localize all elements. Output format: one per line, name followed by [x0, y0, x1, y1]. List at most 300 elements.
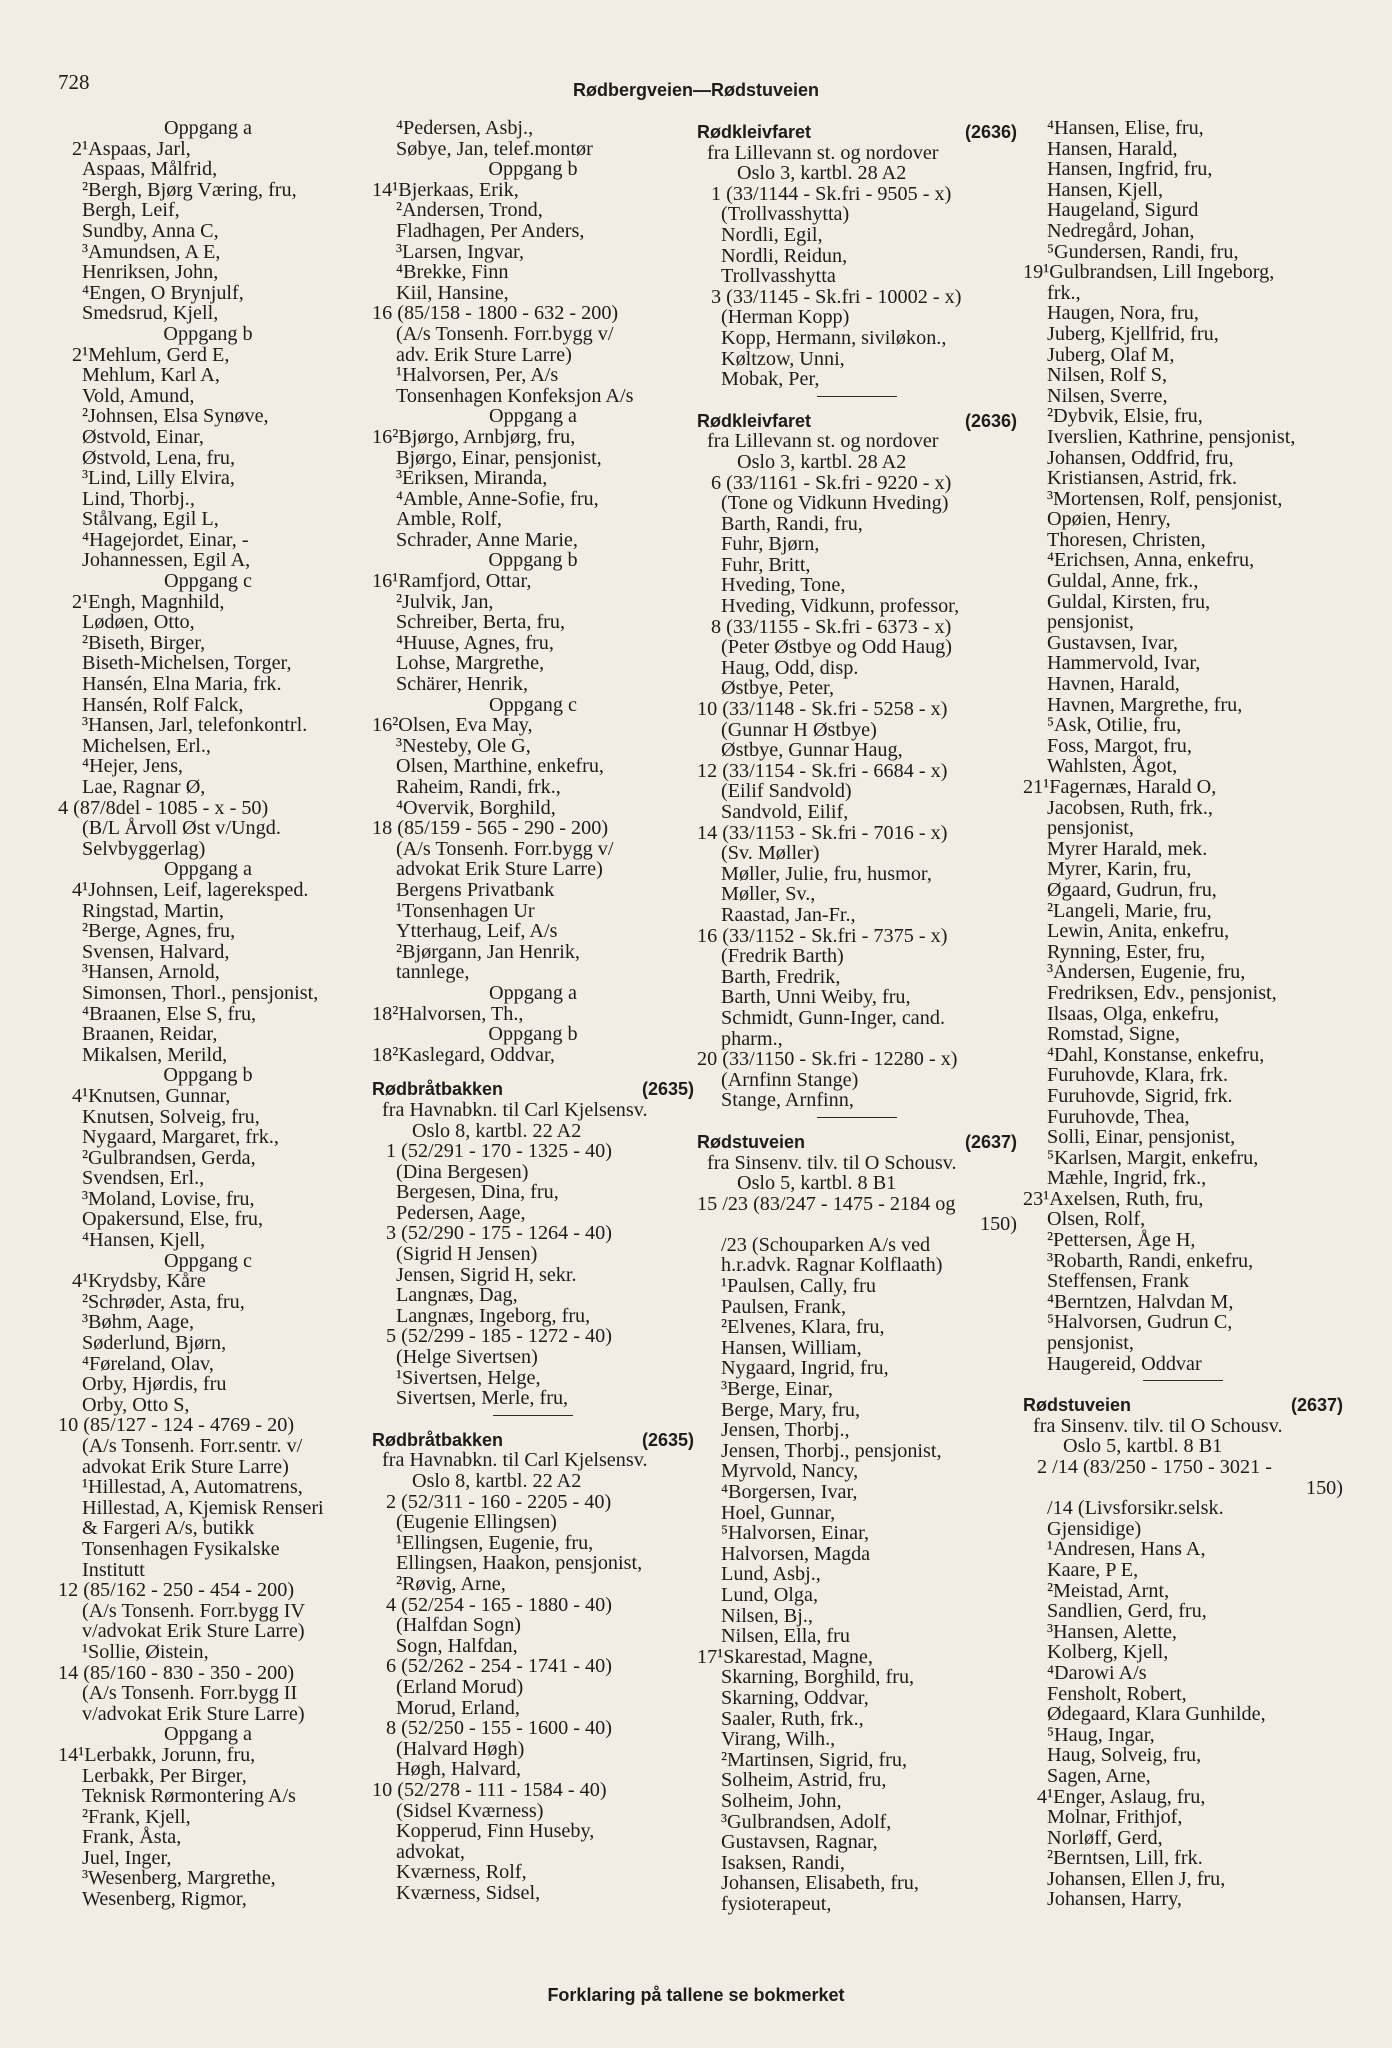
resident-entry: Opøien, Henry, — [1047, 508, 1171, 531]
resident-entry: Trollvasshytta — [721, 265, 836, 288]
resident-entry: Hammervold, Ivar, — [1047, 652, 1201, 675]
resident-entry: ²Johnsen, Elsa Synøve, — [82, 405, 269, 428]
resident-entry: Raheim, Randi, frk., — [396, 776, 561, 798]
resident-entry: Berge, Mary, fru, — [721, 1398, 861, 1421]
resident-entry: Myrer, Karin, fru, — [1047, 858, 1192, 881]
street-code: (2637) — [964, 1131, 1017, 1152]
resident-entry: Langnæs, Ingeborg, fru, — [396, 1304, 591, 1327]
resident-entry: ⁵Halvorsen, Einar, — [721, 1522, 870, 1545]
resident-entry: Sandlien, Gerd, fru, — [1047, 1600, 1207, 1623]
resident-entry: Wahlsten, Ågot, — [1047, 755, 1178, 778]
resident-entry: ³Wesenberg, Margrethe, — [82, 1867, 276, 1890]
entrance-label: Oppgang a — [163, 858, 252, 881]
street-description: fra Lillevann st. og nordover — [707, 141, 939, 164]
entrance-label: Oppgang c — [163, 1249, 252, 1272]
resident-entry: Hveding, Tone, — [721, 574, 846, 597]
resident-entry: Østbye, Gunnar Haug, — [721, 739, 903, 762]
resident-entry: ³Moland, Lovise, fru, — [82, 1187, 255, 1210]
resident-entry: 150) — [1305, 1476, 1343, 1499]
resident-entry: ⁴Pedersen, Asbj., — [396, 117, 534, 139]
address-entry: 2 /14 (83/250 - 1750 - 3021 - — [1037, 1456, 1272, 1478]
resident-entry: Jacobsen, Ruth, frk., — [1047, 796, 1213, 819]
resident-entry: Mobak, Per, — [721, 368, 820, 391]
resident-entry: (A/s Tonsenh. Forr.sentr. v/ — [82, 1435, 303, 1457]
resident-entry: Morud, Erland, — [396, 1696, 520, 1719]
resident-entry: ¹Andresen, Hans A, — [1047, 1538, 1206, 1561]
resident-entry: ³Amundsen, A E, — [82, 240, 221, 263]
resident-entry: Nordli, Reidun, — [721, 244, 848, 267]
resident-entry: Svendsen, Erl., — [82, 1167, 205, 1190]
resident-entry: Myrer Harald, mek. — [1047, 837, 1208, 860]
resident-entry: Norløff, Gerd, — [1047, 1826, 1163, 1849]
entrance-label: Oppgang b — [163, 1064, 253, 1087]
resident-entry: Hoel, Gunnar, — [721, 1501, 836, 1524]
section-divider — [817, 1117, 897, 1118]
resident-entry: 150) — [979, 1213, 1017, 1236]
resident-entry: Jensen, Thorbj., pensjonist, — [721, 1439, 942, 1462]
resident-entry: pensjonist, — [1047, 1332, 1134, 1355]
resident-entry: ⁴Erichsen, Anna, enkefru, — [1047, 549, 1255, 572]
address-entry: 4 (52/254 - 165 - 1880 - 40) — [386, 1593, 612, 1616]
resident-entry: Kværness, Sidsel, — [396, 1881, 541, 1904]
resident-entry: v/advokat Erik Sture Larre) — [82, 1620, 305, 1643]
address-entry: 4¹Krydsby, Kåre — [72, 1270, 206, 1293]
resident-entry: Gustavsen, Ragnar, — [721, 1831, 878, 1854]
resident-entry: ³Nesteby, Ole G, — [396, 734, 531, 757]
entrance-label: Oppgang b — [488, 549, 578, 572]
resident-entry: Bergens Privatbank — [396, 878, 555, 901]
street-description: fra Havnabkn. til Carl Kjelsensv. — [382, 1449, 648, 1472]
resident-entry: Opakersund, Else, fru, — [82, 1208, 264, 1231]
resident-entry: Nilsen, Sverre, — [1047, 384, 1168, 407]
address-entry: 16²Olsen, Eva May, — [372, 714, 533, 737]
resident-entry: ²Dybvik, Elsie, fru, — [1047, 405, 1203, 428]
address-entry: 18²Halvorsen, Th., — [372, 1002, 524, 1025]
resident-entry: Raastad, Jan-Fr., — [721, 903, 856, 926]
resident-entry: ²Berntsen, Lill, frk. — [1047, 1847, 1203, 1870]
resident-entry: Henriksen, John, — [82, 261, 219, 284]
resident-entry: ¹Ellingsen, Eugenie, fru, — [396, 1531, 594, 1554]
resident-entry: Kopperud, Finn Huseby, — [396, 1820, 595, 1843]
resident-entry: ⁴Føreland, Olav, — [82, 1352, 214, 1375]
resident-entry: Biseth-Michelsen, Torger, — [82, 652, 292, 675]
resident-entry: Johansen, Oddfrid, fru, — [1047, 446, 1234, 469]
resident-entry: Myrvold, Nancy, — [721, 1460, 859, 1483]
street-name: Rødstuveien — [697, 1131, 806, 1152]
resident-entry: ⁴Braanen, Else S, fru, — [82, 1002, 257, 1025]
street-description: fra Havnabkn. til Carl Kjelsensv. — [382, 1098, 648, 1121]
resident-entry: ⁴Hansen, Elise, fru, — [1047, 117, 1204, 139]
resident-entry: Olsen, Rolf, — [1047, 1208, 1146, 1231]
street-code: (2635) — [641, 1429, 694, 1450]
address-entry: 17¹Skarestad, Magne, — [697, 1645, 873, 1668]
street-name: Rødbråtbakken — [372, 1429, 504, 1450]
street-heading — [697, 411, 1017, 432]
resident-entry: Nilsen, Rolf S, — [1047, 364, 1168, 387]
resident-entry: Halvorsen, Magda — [721, 1542, 871, 1565]
street-code: (2636) — [964, 410, 1017, 431]
resident-entry: Furuhovde, Thea, — [1047, 1105, 1190, 1128]
address-entry: 10 (85/127 - 124 - 4769 - 20) — [58, 1414, 295, 1437]
resident-entry: Nygaard, Margaret, frk., — [82, 1126, 279, 1149]
resident-entry: frk., — [1047, 281, 1081, 304]
resident-entry: ⁴Berntzen, Halvdan M, — [1047, 1290, 1234, 1313]
resident-entry: Lae, Ragnar Ø, — [82, 776, 206, 798]
resident-entry: Johannessen, Egil A, — [82, 549, 251, 572]
resident-entry: ²Pettersen, Åge H, — [1047, 1229, 1196, 1252]
resident-entry: Hansén, Elna Maria, frk. — [82, 673, 282, 696]
resident-entry: Haugeland, Sigurd — [1047, 199, 1199, 222]
resident-entry: Langnæs, Dag, — [396, 1284, 518, 1307]
resident-entry: Virang, Wilh., — [721, 1728, 836, 1751]
address-entry: 12 (85/162 - 250 - 454 - 200) — [58, 1579, 295, 1602]
resident-entry: Hansen, Ingfrid, fru, — [1047, 158, 1213, 181]
resident-entry: Schrader, Anne Marie, — [396, 528, 578, 551]
entrance-label: Oppgang a — [488, 405, 577, 428]
resident-entry: Skarning, Oddvar, — [721, 1686, 869, 1709]
resident-entry: Ødegaard, Klara Gunhilde, — [1047, 1703, 1266, 1726]
resident-entry: Furuhovde, Sigrid, frk. — [1047, 1084, 1233, 1107]
resident-entry: (Helge Sivertsen) — [396, 1346, 538, 1369]
resident-entry: Orby, Otto S, — [82, 1393, 190, 1416]
resident-entry: (Trollvasshytta) — [721, 203, 850, 226]
resident-entry: (Peter Østbye og Odd Haug) — [721, 636, 952, 659]
street-name: Rødbråtbakken — [372, 1079, 504, 1100]
resident-entry: (Gunnar H Østbye) — [721, 718, 877, 741]
resident-entry: Køltzow, Unni, — [721, 347, 845, 370]
resident-entry: Vold, Amund, — [82, 384, 195, 407]
resident-entry: Kværness, Rolf, — [396, 1861, 527, 1884]
resident-entry: pensjonist, — [1047, 611, 1134, 634]
resident-entry: Skarning, Borghild, fru, — [721, 1666, 915, 1689]
resident-entry: ²Frank, Kjell, — [82, 1805, 191, 1828]
resident-entry: Stålvang, Egil L, — [82, 508, 219, 531]
street-heading — [372, 1430, 694, 1451]
resident-entry: ⁴Engen, O Brynjulf, — [82, 281, 244, 304]
address-entry: 10 (52/278 - 111 - 1584 - 40) — [372, 1778, 607, 1801]
resident-entry: ³Hansen, Alette, — [1047, 1620, 1177, 1643]
resident-entry: ⁴Dahl, Konstanse, enkefru, — [1047, 1043, 1265, 1066]
address-entry: 6 (33/1161 - Sk.fri - 9220 - x) — [711, 471, 952, 494]
resident-entry: advokat, — [396, 1840, 465, 1863]
resident-entry: ⁴Hansen, Kjell, — [82, 1229, 206, 1252]
street-description: Oslo 5, kartbl. 8 B1 — [1063, 1435, 1223, 1458]
resident-entry: & Fargeri A/s, butikk — [82, 1517, 255, 1540]
street-heading — [1023, 1395, 1343, 1416]
address-entry: 16 (85/158 - 1800 - 632 - 200) — [372, 302, 619, 325]
resident-entry: Sundby, Anna C, — [82, 219, 219, 242]
resident-entry: ³Eriksen, Miranda, — [396, 467, 548, 490]
resident-entry: (Tone og Vidkunn Hveding) — [721, 492, 949, 515]
resident-entry: ³Mortensen, Rolf, pensjonist, — [1047, 487, 1283, 510]
resident-entry: Barth, Fredrik, — [721, 965, 841, 988]
resident-entry: Stange, Arnfinn, — [721, 1089, 854, 1112]
resident-entry: Barth, Unni Weiby, fru, — [721, 986, 911, 1009]
resident-entry: Bergh, Leif, — [82, 199, 180, 222]
resident-entry: Pedersen, Aage, — [396, 1201, 526, 1224]
street-code: (2637) — [1290, 1395, 1343, 1416]
resident-entry: (Eugenie Ellingsen) — [396, 1511, 557, 1534]
resident-entry: ⁵Karlsen, Margit, enkefru, — [1047, 1146, 1259, 1169]
resident-entry: ³Andersen, Eugenie, fru, — [1047, 961, 1246, 984]
resident-entry: Ytterhaug, Leif, A/s — [396, 920, 558, 943]
address-entry: 18²Kaslegard, Oddvar, — [372, 1043, 555, 1066]
resident-entry: Bergesen, Dina, fru, — [396, 1181, 559, 1204]
resident-entry: ²Gulbrandsen, Gerda, — [82, 1146, 256, 1169]
resident-entry: Øgaard, Gudrun, fru, — [1047, 878, 1217, 901]
resident-entry: ⁵Ask, Otilie, fru, — [1047, 714, 1182, 737]
resident-entry: Høgh, Halvard, — [396, 1758, 522, 1781]
address-entry: 21¹Fagernæs, Harald O, — [1023, 776, 1217, 798]
address-entry: 3 (52/290 - 175 - 1264 - 40) — [386, 1222, 612, 1245]
resident-entry: Juel, Inger, — [82, 1846, 172, 1869]
resident-entry: Saaler, Ruth, frk., — [721, 1707, 864, 1730]
street-heading — [697, 122, 1017, 143]
resident-entry: Lewin, Anita, enkefru, — [1047, 920, 1230, 943]
resident-entry: ²Meistad, Arnt, — [1047, 1579, 1170, 1602]
resident-entry: Ilsaas, Olga, enkefru, — [1047, 1002, 1220, 1025]
resident-entry: Kolberg, Kjell, — [1047, 1641, 1169, 1664]
resident-entry: ⁵Gundersen, Randi, fru, — [1047, 240, 1239, 263]
resident-entry: Gustavsen, Ivar, — [1047, 631, 1178, 654]
resident-entry: Isaksen, Randi, — [721, 1851, 845, 1874]
resident-entry: Solheim, Astrid, fru, — [721, 1769, 887, 1792]
resident-entry: Braanen, Reidar, — [82, 1023, 218, 1046]
resident-entry: Rynning, Ester, fru, — [1047, 940, 1206, 963]
resident-entry: Wesenberg, Rigmor, — [82, 1888, 247, 1911]
address-entry: 1 (33/1144 - Sk.fri - 9505 - x) — [711, 182, 952, 205]
address-entry: 14 (33/1153 - Sk.fri - 7016 - x) — [697, 821, 948, 844]
street-description: fra Sinsenv. tilv. til O Schousv. — [1033, 1414, 1283, 1437]
resident-entry: Nedregård, Johan, — [1047, 219, 1195, 242]
address-entry: 23¹Axelsen, Ruth, fru, — [1023, 1187, 1204, 1210]
resident-entry: Kristiansen, Astrid, frk. — [1047, 467, 1238, 490]
street-description: fra Sinsenv. tilv. til O Schousv. — [707, 1151, 957, 1174]
resident-entry: Smedsrud, Kjell, — [82, 302, 219, 325]
resident-entry: fysioterapeut, — [721, 1892, 832, 1915]
street-code: (2636) — [964, 122, 1017, 142]
resident-entry: ³Hansen, Arnold, — [82, 961, 220, 984]
resident-entry: Fredriksen, Edv., pensjonist, — [1047, 981, 1277, 1004]
resident-entry: Aspaas, Målfrid, — [82, 158, 218, 181]
section-divider — [493, 1415, 573, 1416]
address-entry: 18 (85/159 - 565 - 290 - 200) — [372, 817, 609, 840]
resident-entry: ⁴Overvik, Borghild, — [396, 796, 556, 819]
resident-entry: advokat Erik Sture Larre) — [82, 1455, 289, 1478]
street-heading — [372, 1079, 694, 1100]
entrance-label: Oppgang a — [488, 981, 577, 1004]
address-entry: 1 (52/291 - 170 - 1325 - 40) — [386, 1140, 612, 1163]
resident-entry: ⁵Haug, Ingar, — [1047, 1723, 1155, 1746]
resident-entry: Haugereid, Oddvar — [1047, 1352, 1202, 1375]
resident-entry: ⁴Hejer, Jens, — [82, 755, 183, 778]
resident-entry: Orby, Hjørdis, fru — [82, 1373, 227, 1396]
resident-entry: Hveding, Vidkunn, professor, — [721, 595, 960, 618]
resident-entry: Michelsen, Erl., — [82, 734, 211, 757]
resident-entry: Barth, Randi, fru, — [721, 512, 863, 535]
resident-entry: Fuhr, Britt, — [721, 553, 811, 576]
resident-entry: Havnen, Margrethe, fru, — [1047, 693, 1243, 716]
resident-entry: ³Gulbrandsen, Adolf, — [721, 1810, 892, 1833]
resident-entry: Schmidt, Gunn-Inger, cand. — [721, 1006, 946, 1029]
address-entry: 16¹Ramfjord, Ottar, — [372, 570, 532, 593]
resident-entry: Ellingsen, Haakon, pensjonist, — [396, 1552, 643, 1575]
street-description: Oslo 5, kartbl. 8 B1 — [737, 1172, 897, 1195]
address-entry: 16 (33/1152 - Sk.fri - 7375 - x) — [697, 924, 948, 947]
resident-entry: ³Robarth, Randi, enkefru, — [1047, 1249, 1254, 1272]
resident-entry: Hansen, Kjell, — [1047, 178, 1164, 201]
resident-entry: Selvbyggerlag) — [82, 837, 206, 860]
column-3 — [697, 118, 1017, 1914]
address-entry: 8 (52/250 - 155 - 1600 - 40) — [386, 1717, 612, 1740]
resident-entry: ³Berge, Einar, — [721, 1378, 833, 1401]
resident-entry: Juberg, Olaf M, — [1047, 343, 1175, 366]
street-description: Oslo 3, kartbl. 28 A2 — [737, 162, 907, 185]
entrance-label: Oppgang a — [163, 1723, 252, 1746]
address-entry: 5 (52/299 - 185 - 1272 - 40) — [386, 1325, 612, 1348]
resident-entry: Simonsen, Thorl., pensjonist, — [82, 981, 319, 1004]
resident-entry: Olsen, Marthine, enkefru, — [396, 755, 604, 778]
resident-entry: ⁴Brekke, Finn — [396, 261, 509, 284]
resident-entry: Solheim, John, — [721, 1789, 842, 1812]
address-entry: 20 (33/1150 - Sk.fri - 12280 - x) — [697, 1048, 958, 1071]
resident-entry: Østvold, Lena, fru, — [82, 446, 236, 469]
resident-entry: Lund, Olga, — [721, 1583, 818, 1606]
resident-entry: Haugen, Nora, fru, — [1047, 302, 1199, 325]
resident-entry: Ringstad, Martin, — [82, 899, 224, 922]
resident-entry: ²Røvig, Arne, — [396, 1572, 506, 1595]
resident-entry: Jensen, Thorbj., — [721, 1419, 850, 1442]
column-2 — [372, 118, 694, 1903]
resident-entry: adv. Erik Sture Larre) — [396, 343, 572, 366]
address-entry: 16²Bjørgo, Arnbjørg, fru, — [372, 425, 576, 448]
street-name: Rødkleivfaret — [697, 122, 812, 142]
resident-entry: Jensen, Sigrid H, sekr. — [396, 1263, 577, 1286]
resident-entry: Lund, Asbj., — [721, 1563, 821, 1586]
address-entry: 4¹Knutsen, Gunnar, — [72, 1084, 231, 1107]
resident-entry: Møller, Sv., — [721, 883, 816, 906]
resident-entry: Knutsen, Solveig, fru, — [82, 1105, 260, 1128]
resident-entry: (Erland Morud) — [396, 1675, 524, 1698]
resident-entry: ⁴Hagejordet, Einar, - — [82, 528, 249, 551]
address-entry: 4¹Johnsen, Leif, lagereksped. — [72, 878, 309, 901]
resident-entry: Molnar, Frithjof, — [1047, 1806, 1183, 1829]
entrance-label: Oppgang a — [163, 117, 252, 139]
resident-entry: Nilsen, Ella, fru — [721, 1625, 850, 1648]
address-entry: 10 (33/1148 - Sk.fri - 5258 - x) — [697, 698, 948, 721]
resident-entry: Havnen, Harald, — [1047, 673, 1180, 696]
resident-entry: ⁴Darowi A/s — [1047, 1661, 1147, 1684]
resident-entry: ²Bjørgann, Jan Henrik, — [396, 940, 580, 963]
resident-entry: Lind, Thorbj., — [82, 487, 195, 510]
resident-entry: Mæhle, Ingrid, frk., — [1047, 1167, 1207, 1190]
resident-entry: Søbye, Jan, telef.montør — [396, 137, 593, 160]
resident-entry: Søderlund, Bjørn, — [82, 1332, 227, 1355]
resident-entry: /23 (Schouparken A/s ved — [721, 1233, 931, 1256]
street-name: Rødstuveien — [1023, 1395, 1132, 1416]
resident-entry: ²Julvik, Jan, — [396, 590, 494, 613]
resident-entry: Johansen, Harry, — [1047, 1888, 1182, 1911]
resident-entry: Østvold, Einar, — [82, 425, 204, 448]
resident-entry: tannlege, — [396, 961, 470, 984]
page-number: 728 — [58, 70, 90, 94]
resident-entry: Solli, Einar, pensjonist, — [1047, 1126, 1236, 1149]
resident-entry: Svensen, Halvard, — [82, 940, 230, 963]
address-entry: 4¹Enger, Aslaug, fru, — [1037, 1785, 1206, 1808]
resident-entry: ²Berge, Agnes, fru, — [82, 920, 236, 943]
resident-entry: Guldal, Anne, frk., — [1047, 570, 1199, 593]
address-entry: 3 (33/1145 - Sk.fri - 10002 - x) — [711, 285, 962, 308]
resident-entry: ³Hansen, Jarl, telefonkontrl. — [82, 714, 308, 737]
address-entry: 4 (87/8del - 1085 - x - 50) — [58, 796, 269, 819]
resident-entry: ²Andersen, Trond, — [396, 199, 543, 222]
resident-entry: Haug, Odd, disp. — [721, 656, 859, 679]
resident-entry: Furuhovde, Klara, frk. — [1047, 1064, 1229, 1087]
column-1 — [58, 118, 358, 1910]
resident-entry: Nygaard, Ingrid, fru, — [721, 1357, 889, 1380]
resident-entry: Gjensidige) — [1047, 1517, 1142, 1540]
resident-entry: ⁵Halvorsen, Gudrun C, — [1047, 1311, 1233, 1334]
resident-entry: ¹Halvorsen, Per, A/s — [396, 364, 559, 387]
resident-entry: (Eilif Sandvold) — [721, 780, 852, 803]
address-entry: 2¹Engh, Magnhild, — [72, 590, 225, 613]
section-divider — [1143, 1380, 1223, 1381]
resident-entry: Haug, Solveig, fru, — [1047, 1744, 1202, 1767]
street-heading — [697, 1132, 1017, 1153]
page-title: Rødbergveien—Rødstuveien — [572, 80, 820, 100]
resident-entry: /14 (Livsforsikr.selsk. — [1047, 1497, 1224, 1520]
entrance-label: Oppgang b — [488, 1023, 578, 1046]
resident-entry: (A/s Tonsenh. Forr.bygg v/ — [396, 837, 614, 860]
resident-entry: ²Biseth, Birger, — [82, 631, 206, 654]
resident-entry: (A/s Tonsenh. Forr.bygg v/ — [396, 322, 614, 345]
street-description: Oslo 8, kartbl. 22 A2 — [412, 1119, 582, 1142]
address-entry: 2¹Mehlum, Gerd E, — [72, 343, 230, 366]
resident-entry: ³Larsen, Ingvar, — [396, 240, 524, 263]
resident-entry: (A/s Tonsenh. Forr.bygg II — [82, 1682, 298, 1705]
resident-entry: Teknisk Rørmontering A/s — [82, 1785, 296, 1808]
address-entry: 19¹Gulbrandsen, Lill Ingeborg, — [1023, 261, 1275, 284]
resident-entry: Foss, Margot, fru, — [1047, 734, 1192, 757]
resident-entry: Iverslien, Kathrine, pensjonist, — [1047, 425, 1296, 448]
entrance-label: Oppgang c — [488, 693, 577, 716]
address-entry: 14¹Lerbakk, Jorunn, fru, — [58, 1743, 256, 1766]
resident-entry: (Herman Kopp) — [721, 306, 850, 329]
resident-entry: Thoresen, Christen, — [1047, 528, 1206, 551]
column-4 — [1023, 118, 1343, 1910]
resident-entry: Møller, Julie, fru, husmor, — [721, 862, 932, 885]
address-entry: 14¹Bjerkaas, Erik, — [372, 178, 519, 201]
resident-entry: Mikalsen, Merild, — [82, 1043, 228, 1066]
resident-entry: ¹Sivertsen, Helge, — [396, 1366, 541, 1389]
resident-entry: (Sigrid H Jensen) — [396, 1243, 538, 1266]
resident-entry: (Arnfinn Stange) — [721, 1068, 859, 1091]
resident-entry: (Fredrik Barth) — [721, 945, 844, 968]
resident-entry: ⁴Borgersen, Ivar, — [721, 1481, 858, 1503]
section-divider — [817, 396, 897, 397]
resident-entry: Lerbakk, Per Birger, — [82, 1764, 247, 1787]
resident-entry: Sivertsen, Merle, fru, — [396, 1387, 569, 1410]
resident-entry: Tonsenhagen Konfeksjon A/s — [396, 384, 634, 407]
resident-entry: (B/L Årvoll Øst v/Ungd. — [82, 817, 281, 840]
address-entry: 12 (33/1154 - Sk.fri - 6684 - x) — [697, 759, 948, 782]
resident-entry: Hillestad, A, Kjemisk Renseri — [82, 1496, 324, 1519]
resident-entry: ²Schrøder, Asta, fru, — [82, 1290, 245, 1313]
resident-entry: Nilsen, Bj., — [721, 1604, 813, 1627]
street-code: (2635) — [641, 1079, 694, 1100]
resident-entry: Fensholt, Robert, — [1047, 1682, 1187, 1705]
resident-entry: Schreiber, Berta, fru, — [396, 611, 566, 634]
